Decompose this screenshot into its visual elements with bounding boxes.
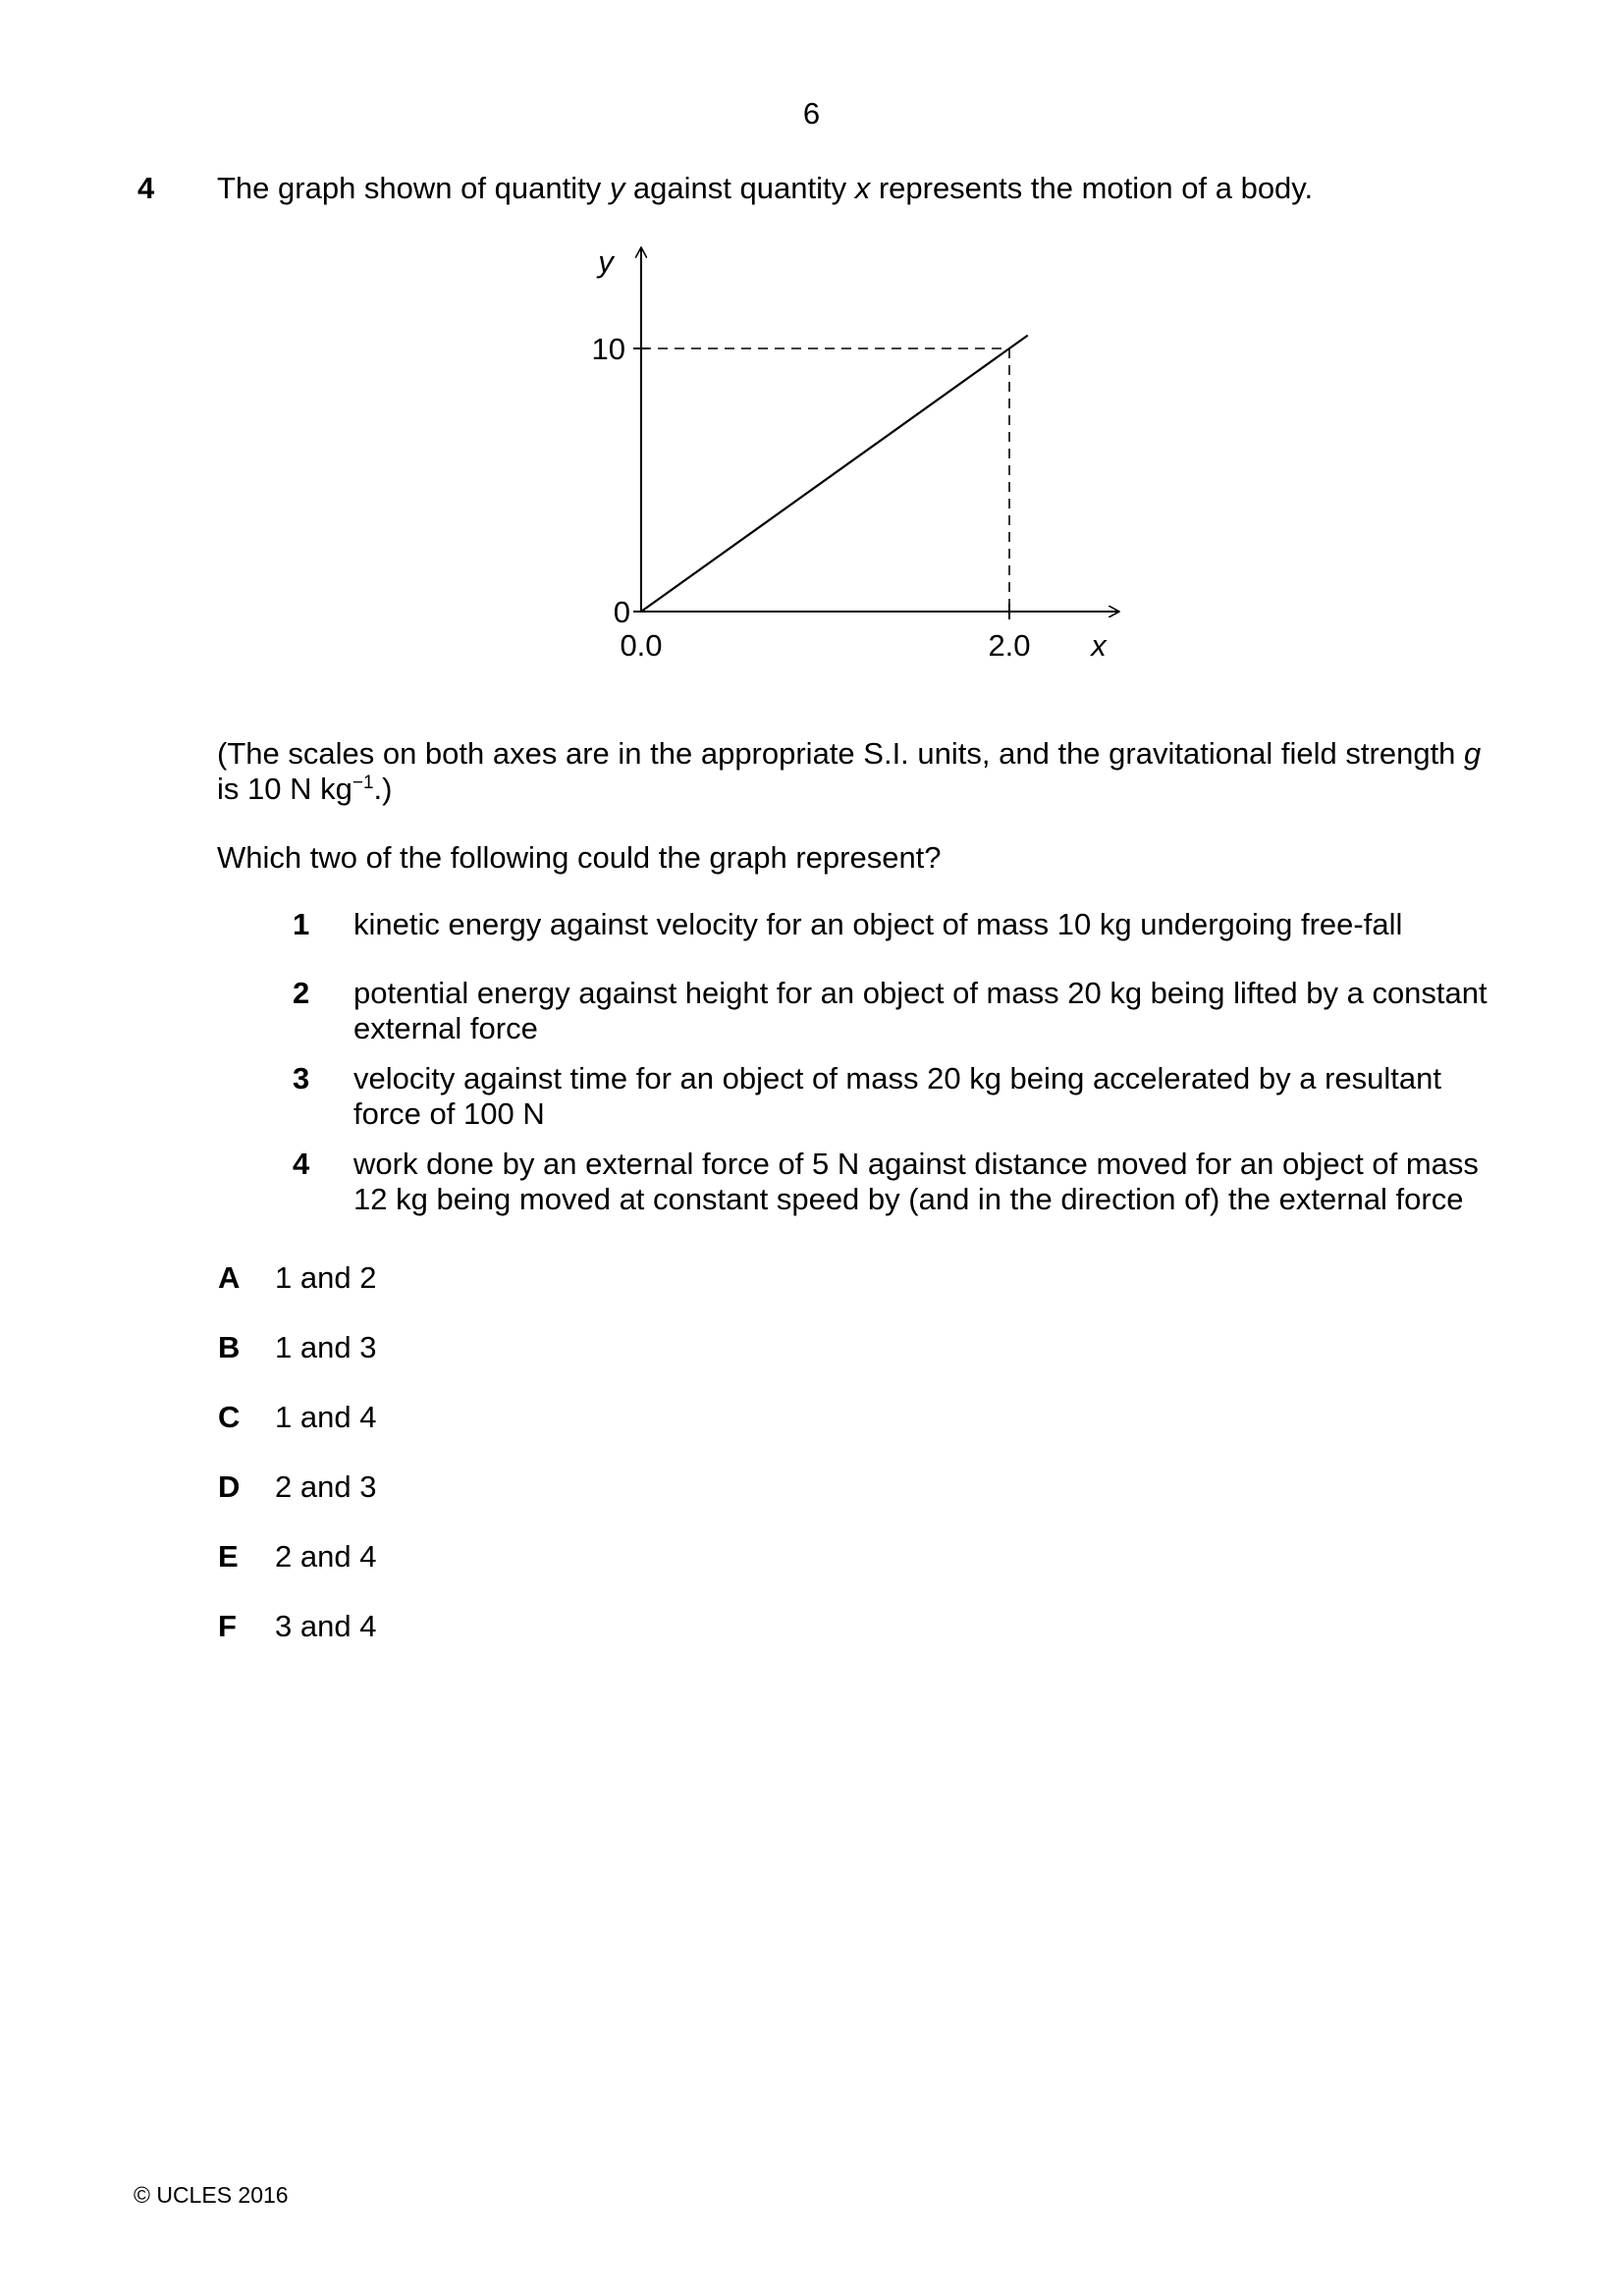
x-tick-label-2: 2.0 (988, 628, 1031, 663)
series-line (641, 336, 1028, 612)
statement-text: potential energy against height for an object of mass 20 kg being lifted by a constant (353, 976, 1488, 1010)
statement-text: force of 100 N (353, 1096, 545, 1131)
stem-text: The graph shown of quantity (217, 171, 610, 205)
stem-text: represents the motion of a body. (870, 171, 1314, 205)
stem-text: against quantity (624, 171, 855, 205)
statement-text: external force (353, 1011, 538, 1045)
option-label: D (218, 1469, 241, 1504)
y-tick-label-10: 10 (591, 332, 625, 366)
statement-label: 4 (293, 1147, 310, 1181)
statement-text: work done by an external force of 5 N against distance moved for an object of mass (353, 1147, 1479, 1181)
note-text: is 10 N kg (217, 772, 352, 806)
note-var-g: g (1464, 736, 1482, 771)
note-text: .) (373, 772, 393, 806)
option-text: 1 and 4 (275, 1400, 377, 1434)
option-label: C (218, 1400, 241, 1434)
statement-text: velocity against time for an object of mass 20 kg being accelerated by a resultant (353, 1061, 1441, 1095)
option-label: E (218, 1539, 239, 1574)
footer-copyright: © UCLES 2016 (134, 2182, 289, 2208)
statement-label: 2 (293, 976, 310, 1010)
option-label: B (218, 1330, 241, 1364)
statement-text: kinetic energy against velocity for an object of mass 10 kg undergoing free-fall (353, 907, 1403, 941)
y-axis-label: y (598, 244, 614, 279)
note-text: (The scales on both axes are in the appropriate S.I. units, and the gravitational field strength (217, 736, 1465, 771)
note-line-1 (217, 736, 1481, 772)
statement-label: 3 (293, 1061, 310, 1095)
statement-label: 1 (293, 907, 310, 941)
option-text: 3 and 4 (275, 1609, 377, 1643)
option-label: A (218, 1260, 241, 1295)
stem-var-x: x (854, 171, 871, 205)
option-text: 1 and 3 (275, 1330, 377, 1364)
statement-text: 12 kg being moved at constant speed by (and in the direction of) the external force (353, 1182, 1464, 1216)
note-line-2 (217, 772, 392, 807)
graph (550, 236, 1139, 677)
x-axis-label: x (1091, 628, 1107, 663)
y-tick-label-0: 0 (613, 595, 630, 629)
page-number: 6 (802, 96, 821, 131)
question-stem (217, 171, 1313, 206)
option-text: 2 and 4 (275, 1539, 377, 1574)
stem-var-y: y (609, 171, 625, 205)
option-text: 2 and 3 (275, 1469, 377, 1504)
x-tick-label-0: 0.0 (620, 628, 663, 663)
option-text: 1 and 2 (275, 1260, 377, 1295)
question-number: 4 (137, 171, 155, 205)
option-label: F (218, 1609, 237, 1643)
question-prompt: Which two of the following could the graph represent? (217, 840, 942, 875)
note-superscript: −1 (352, 773, 374, 793)
